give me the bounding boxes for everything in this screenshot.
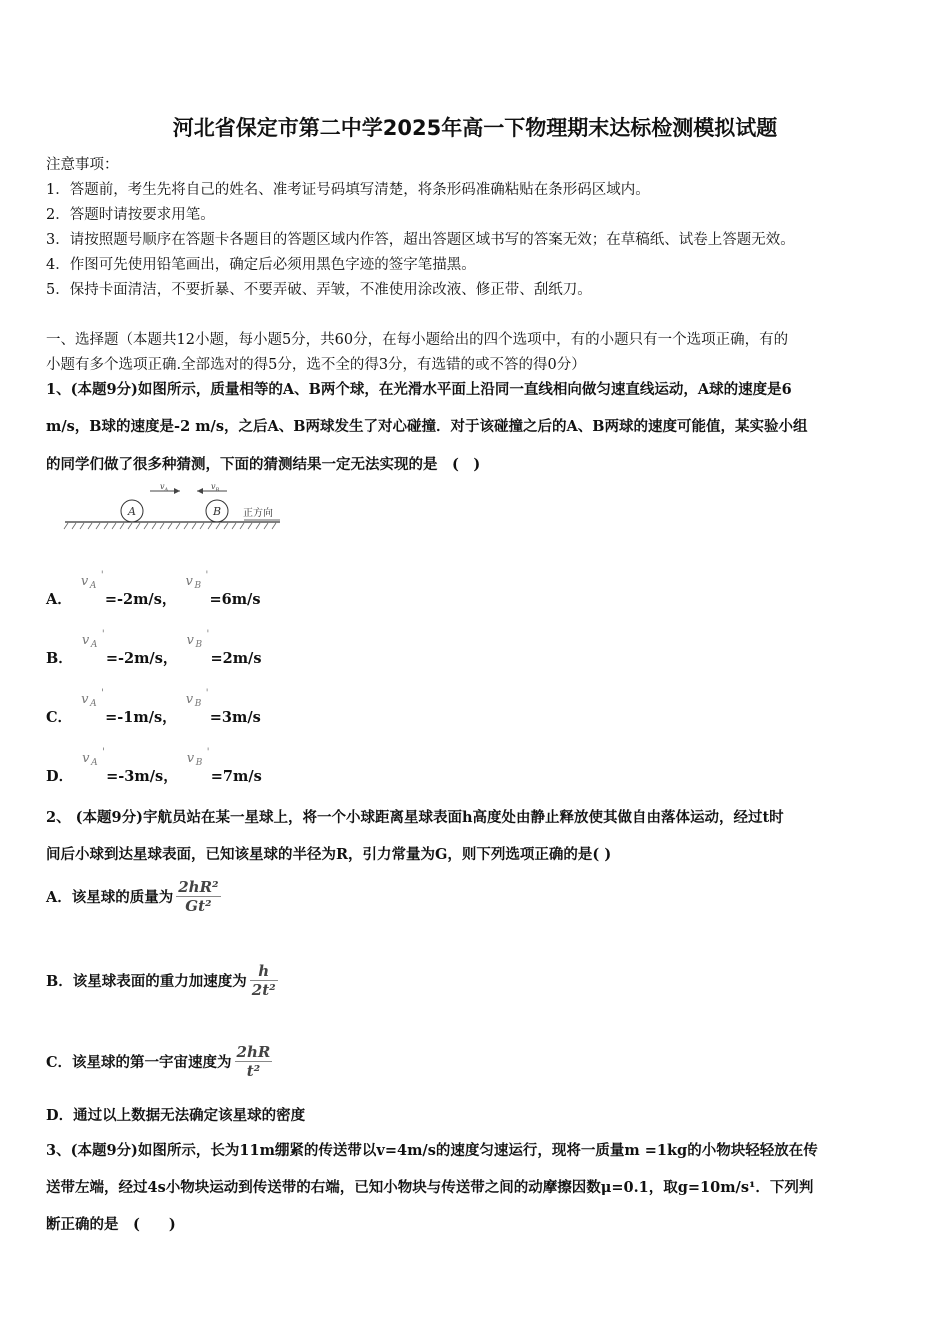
fraction: $\frac{h}{\text{2t²}}$ — [251, 962, 276, 999]
notice-item: 5．保持卡面清洁，不要折暴、不要弄破、弄皱，不准使用涂改液、修正带、刮纸刀。 — [46, 282, 592, 298]
collision-figure — [62, 480, 292, 540]
q1-option-c[interactable]: C． v A ' =-1m/s， v B ' =3m/s — [46, 688, 261, 726]
question-3-text: 断正确的是 ( ) — [46, 1216, 176, 1233]
velocity-b-label: $v_B$ — [211, 482, 220, 493]
notice-item: 4．作图可先使用铅笔画出，确定后必须用黑色字迹的签字笔描黑。 — [46, 257, 476, 273]
section-instructions: 一、选择题（本题共12小题，每小题5分，共60分，在每小题给出的四个选项中，有的小题只有一个选项正确，有的 — [46, 332, 789, 348]
question-2-text: 2、 (本题9分)宇航员站在某一星球上，将一个小球距离星球表面h高度处由静止释放使其做自由落体运动，经过t时 — [46, 809, 784, 826]
velocity-b-symbol: v B ' — [186, 747, 210, 768]
notice-item: 2．答题时请按要求用笔。 — [46, 207, 215, 223]
velocity-a-symbol: v A ' — [80, 570, 104, 591]
ball-a-label: A — [128, 505, 136, 518]
velocity-a-symbol: v A ' — [82, 747, 105, 768]
velocity-b-symbol: v B ' — [186, 629, 210, 650]
question-2-text: 间后小球到达星球表面，已知该星球的半径为R，引力常量为G，则下列选项正确的是( ) — [46, 846, 612, 863]
q2-option-b[interactable]: B．该星球表面的重力加速度为 $\frac{h}{\text{2t²}}$ — [46, 962, 276, 999]
q2-option-a[interactable]: A．该星球的质量为 $\frac{\text{2hR²}}{\text{Gt²}}$ — [46, 878, 219, 915]
velocity-a-symbol: v A ' — [81, 629, 105, 650]
section-instructions: 小题有多个选项正确.全部选对的得5分，选不全的得3分，有选错的或不答的得0分） — [46, 357, 586, 373]
q2-option-c[interactable]: C．该星球的第一宇宙速度为 $\frac{2hR}{\text{t²}}$ — [46, 1043, 271, 1080]
velocity-a-label: $v_A$ — [160, 482, 169, 493]
question-1-text: 的同学们做了很多种猜测，下面的猜测结果一定无法实现的是 ( ) — [46, 456, 481, 473]
question-1-text: m/s，B球的速度是-2 m/s，之后A、B两球发生了对心碰撞．对于该碰撞之后的A、B两球的速度可能值，某实验小组 — [46, 418, 808, 435]
fraction: $\frac{2hR}{\text{t²}}$ — [236, 1043, 271, 1080]
question-1-text: 1、(本题9分)如图所示，质量相等的A、B两个球，在光滑水平面上沿同一直线相向做匀速直线运动，A球的速度是6 — [46, 381, 792, 398]
ball-b-label: B — [213, 505, 222, 518]
question-3-text: 送带左端，经过4s小物块运动到传送带的右端，已知小物块与传送带之间的动摩擦因数μ=0.1，取g=10m/s¹．下列判 — [46, 1179, 814, 1196]
notice-item: 3．请按照题号顺序在答题卡各题目的答题区域内作答，超出答题区域书写的答案无效；在草稿纸、试卷上答题无效。 — [46, 232, 795, 248]
fraction: $\frac{\text{2hR²}}{\text{Gt²}}$ — [178, 878, 219, 915]
question-3-text: 3、(本题9分)如图所示，长为11m绷紧的传送带以v=4m/s的速度匀速运行，现将一质量m =1kg的小物块轻轻放在传 — [46, 1142, 818, 1159]
velocity-b-symbol: v B ' — [185, 570, 209, 591]
q2-option-d[interactable]: D．通过以上数据无法确定该星球的密度 — [46, 1107, 306, 1124]
notice-heading: 注意事项： — [46, 157, 119, 173]
page-title: 河北省保定市第二中学2025年高一下物理期末达标检测模拟试题 — [172, 116, 778, 140]
q1-option-a[interactable]: A． v A ' =-2m/s， v B ' =6m/s — [46, 570, 261, 608]
q1-option-b[interactable]: B． v A ' =-2m/s， v B ' =2m/s — [46, 629, 262, 667]
velocity-b-symbol: v B ' — [185, 688, 209, 709]
velocity-a-symbol: v A ' — [81, 688, 104, 709]
q1-option-d[interactable]: D． v A ' =-3m/s， v B ' =7m/s — [46, 747, 262, 785]
ground-hatching — [64, 523, 276, 529]
direction-label: 正方向 — [243, 508, 273, 519]
notice-item: 1．答题前，考生先将自己的姓名、准考证号码填写清楚，将条形码准确粘贴在条形码区域内。 — [46, 182, 650, 198]
